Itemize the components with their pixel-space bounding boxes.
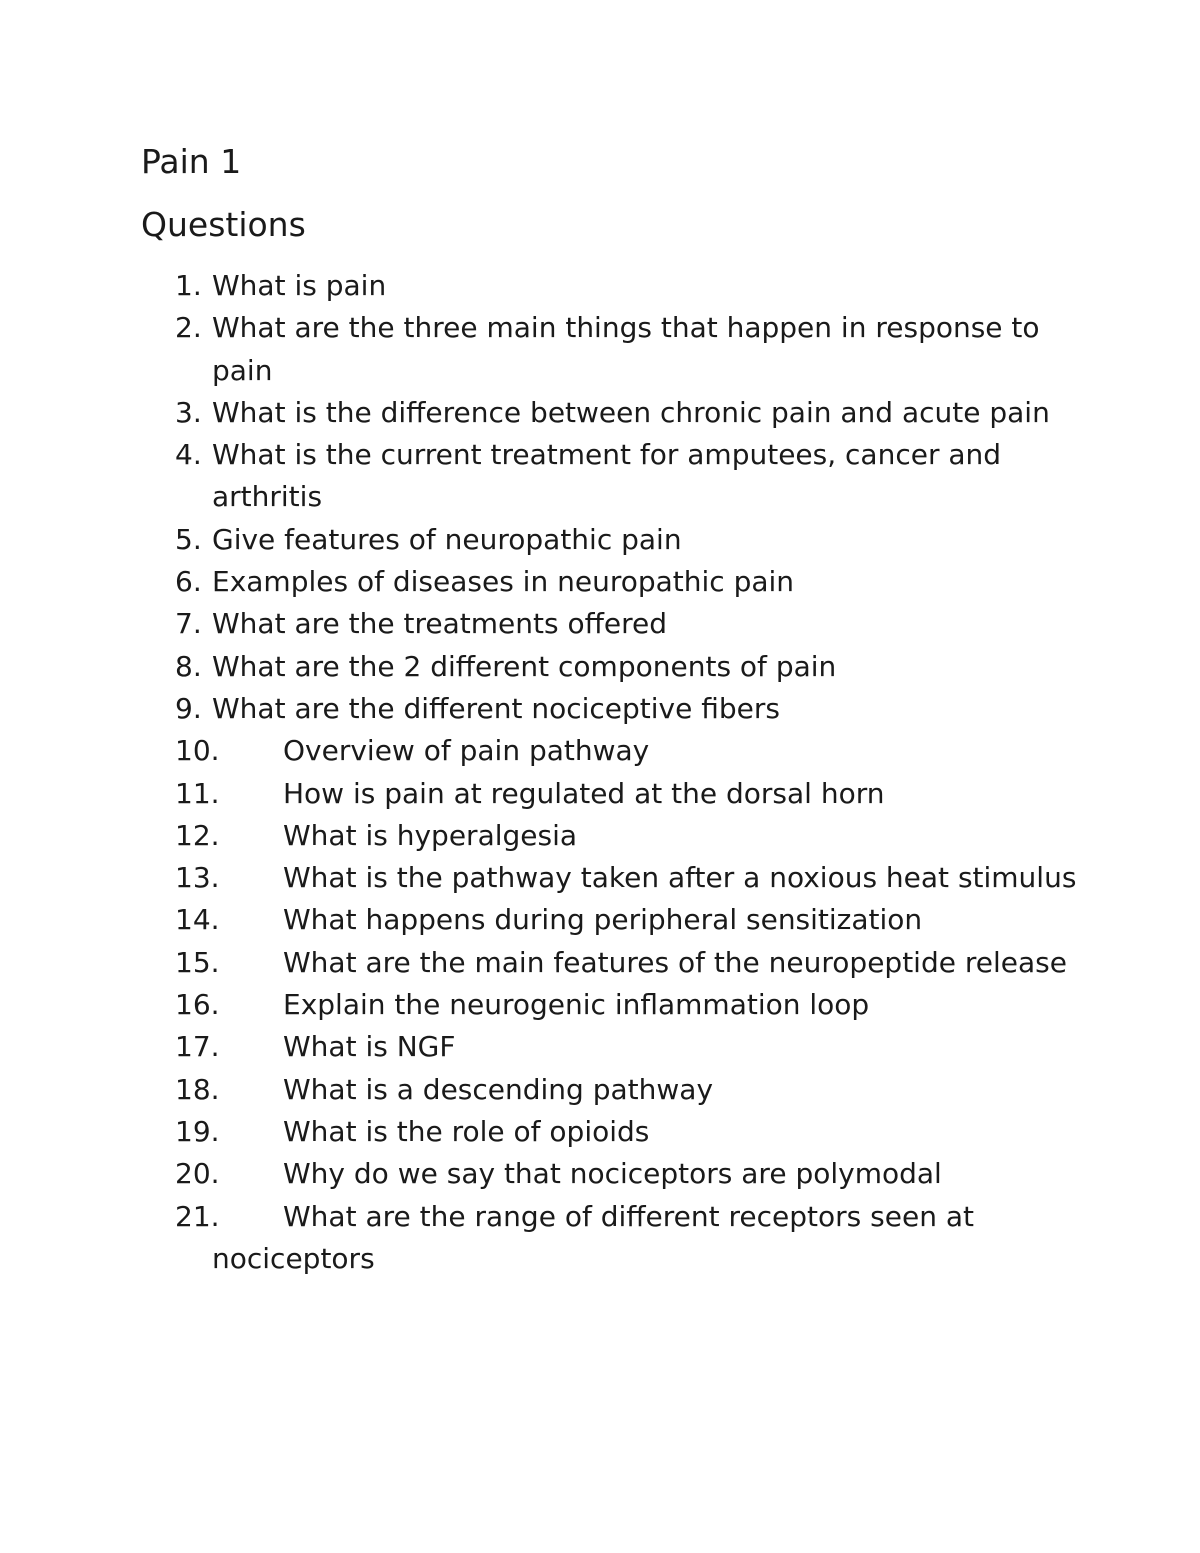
list-item: [0, 815, 1092, 857]
list-item: [0, 1153, 1092, 1195]
item-text: Give features of neuropathic pain: [212, 522, 682, 556]
item-text: What are the different nociceptive fibers: [212, 691, 780, 725]
item-number: 19.: [175, 1114, 220, 1148]
item-text: What happens during peripheral sensitization: [283, 903, 923, 937]
list-item: [0, 688, 1092, 730]
list-item: [0, 773, 1092, 815]
list-item: [0, 942, 1092, 984]
document-title: Pain 1: [141, 142, 242, 181]
list-item: [0, 1069, 1092, 1111]
item-text: What is the role of opioids: [283, 1114, 650, 1148]
item-text: What are the treatments offered: [212, 607, 667, 641]
item-number: 14.: [175, 903, 220, 937]
item-text: What is NGF: [283, 1030, 456, 1064]
item-text: What is the difference between chronic pain and acute pain: [212, 395, 1050, 429]
item-number: 5.: [175, 522, 202, 556]
list-item: [0, 603, 1092, 645]
item-number: 11.: [175, 776, 220, 810]
item-text: How is pain at regulated at the dorsal horn: [283, 776, 885, 810]
item-text: What is pain: [212, 269, 387, 302]
item-number: 15.: [175, 945, 220, 979]
item-number: 2.: [175, 311, 202, 345]
item-number: 17.: [175, 1030, 220, 1064]
item-text: What is hyperalgesia: [283, 818, 578, 852]
section-heading: Questions: [141, 205, 306, 244]
item-number: 8.: [175, 649, 202, 683]
item-text: Why do we say that nociceptors are polymodal: [283, 1157, 942, 1191]
item-text: What is a descending pathway: [283, 1072, 714, 1106]
item-text: What is the pathway taken after a noxious heat stimulus: [283, 861, 1077, 895]
item-text: What are the range of different receptors seen at nociceptors: [212, 1199, 974, 1275]
list-item: [0, 1026, 1092, 1068]
item-text: What are the 2 different components of pain: [212, 649, 837, 683]
list-item: [0, 899, 1092, 941]
list-item: [0, 984, 1092, 1026]
item-number: 16.: [175, 988, 220, 1022]
item-text: What is the current treatment for amputees, cancer and arthritis: [212, 438, 1002, 514]
item-number: 10.: [175, 734, 220, 768]
list-item: [0, 561, 1092, 603]
item-number: 20.: [175, 1157, 220, 1191]
list-item: [0, 265, 1092, 307]
item-text: Explain the neurogenic inflammation loop: [283, 988, 870, 1022]
list-item: [0, 1111, 1092, 1153]
list-item: [0, 857, 1092, 899]
item-number: 4.: [175, 438, 202, 472]
question-list: [0, 265, 1200, 1280]
item-number: 7.: [175, 607, 202, 641]
list-item: [0, 307, 1092, 392]
list-item: [0, 646, 1092, 688]
item-text: What are the three main things that happen in response to pain: [212, 311, 1040, 387]
item-number: 21.: [175, 1199, 220, 1233]
list-item: [0, 519, 1092, 561]
item-number: 1.: [175, 269, 202, 302]
list-item: [0, 392, 1092, 434]
item-number: 9.: [175, 691, 202, 725]
item-number: 13.: [175, 861, 220, 895]
item-text: Overview of pain pathway: [283, 734, 650, 768]
list-item: [0, 730, 1092, 772]
item-text: Examples of diseases in neuropathic pain: [212, 565, 795, 599]
item-number: 18.: [175, 1072, 220, 1106]
item-number: 3.: [175, 395, 202, 429]
item-number: 12.: [175, 818, 220, 852]
list-item: [0, 1196, 1092, 1281]
item-text: What are the main features of the neuropeptide release: [283, 945, 1067, 979]
list-item: [0, 434, 1092, 519]
item-number: 6.: [175, 565, 202, 599]
